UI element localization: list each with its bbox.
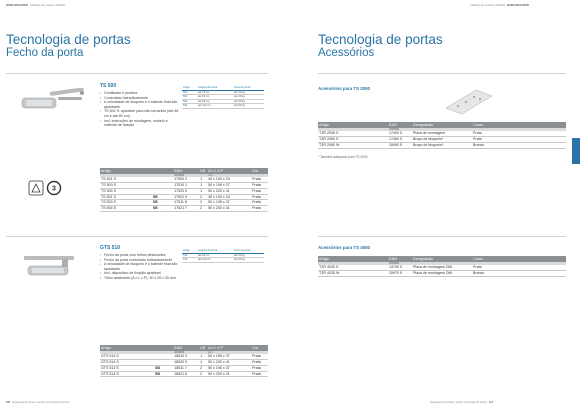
cell: 501 xyxy=(182,90,197,95)
cell: Prata xyxy=(251,194,268,200)
cell: 45 x 190 x 34 xyxy=(207,194,251,200)
col-sub: 4003482 xyxy=(173,351,199,354)
cell: Braço de bloqueio* xyxy=(412,137,472,143)
table-row xyxy=(100,371,268,377)
cell: 2 xyxy=(199,206,207,212)
mounting-plate-image xyxy=(440,86,496,116)
cell: 1 xyxy=(199,188,207,194)
cell: Prata xyxy=(251,188,268,194)
cell: 17510 1 xyxy=(173,183,199,189)
acc2000-table xyxy=(318,122,566,149)
col-header: Artigo xyxy=(318,256,388,262)
ts500-bullet: ▪ Incl. instruções de montagem, modelo e material de fixação xyxy=(100,119,180,128)
cell: até 40 kg xyxy=(233,95,264,100)
gts510-bullet: ▪ A velocidade de bloqueio e o batente final são ajustáveis xyxy=(100,262,180,271)
cell: TS 501 S xyxy=(100,194,152,200)
cell: 50 x 200 x 41 xyxy=(207,206,251,212)
cell: TS 503 S xyxy=(100,200,152,206)
acc4000-section: Acessórios para TS 4000 xyxy=(318,245,370,250)
cell: 513 xyxy=(182,253,197,258)
cell: até 80 kg xyxy=(233,258,264,263)
din-mark-icon xyxy=(29,181,43,195)
mini-header: Peso da porta xyxy=(233,249,264,253)
cell: até 95 cm xyxy=(197,253,233,258)
cell: TS 503 S xyxy=(100,183,152,189)
col-header: Cores xyxy=(472,122,566,128)
catalog-left: Catálogo de produtos 2024/25 xyxy=(29,4,65,7)
cell: Prata xyxy=(251,177,268,182)
right-subtitle: Acessórios xyxy=(318,47,375,59)
ts500-product-table xyxy=(100,168,268,212)
col-header: Designação xyxy=(412,256,472,262)
cell: até 90 cm xyxy=(197,95,233,100)
certification-badges xyxy=(28,180,62,196)
cell: até 110 cm xyxy=(197,258,233,263)
col-header: UE xyxy=(200,345,206,350)
cell: 2 xyxy=(199,194,207,200)
brand-right: BURG-WÄCHTER xyxy=(507,4,529,7)
cell: até 20 kg xyxy=(233,90,264,95)
cell: Placa de montagem DIN xyxy=(412,265,472,270)
cell: 50 x 200 x 41 xyxy=(207,371,251,377)
cell: até 110 cm xyxy=(197,104,233,109)
mini-header: Peso da porta xyxy=(233,86,264,90)
door-closer-gts510-image xyxy=(22,252,80,278)
ts500-bullet: ▪ A velocidade de bloqueio e o batente final são ajustáveis xyxy=(100,100,180,109)
cell: SB xyxy=(152,206,173,212)
gts510-door-table xyxy=(182,249,264,263)
col-header: EAN xyxy=(173,345,199,351)
ts500-bullets xyxy=(100,91,180,128)
left-title: Tecnologia de portas xyxy=(6,32,131,47)
col-sub: mm xyxy=(207,174,251,177)
cell: até 60 kg xyxy=(233,99,264,104)
cell: 50 x 196 x 37 xyxy=(207,354,251,359)
cell: 1 xyxy=(199,360,207,366)
cell: Placa de montagem xyxy=(412,131,472,136)
door-closer-ts500-image xyxy=(20,88,88,114)
acc2000-section: Acessórios para TS 2000 xyxy=(318,86,370,91)
mini-header: Largura da porta xyxy=(197,249,233,253)
col-header: Designação xyxy=(412,122,472,128)
cell: 50 x 200 x 41 xyxy=(207,360,251,366)
cell: GTS 514 S xyxy=(100,360,154,366)
cell: 15970 5 xyxy=(388,271,412,277)
cell: 504 xyxy=(182,104,197,109)
left-subtitle: Fecho da porta xyxy=(6,47,84,59)
cell: 17501 9 xyxy=(173,194,199,200)
table-row xyxy=(182,104,264,109)
cell: Prata xyxy=(251,200,268,206)
cell: 2 xyxy=(199,371,207,377)
cell: SB xyxy=(154,365,173,371)
cell: Prata xyxy=(472,131,566,136)
table-row xyxy=(318,142,566,148)
cell: 17400 5 xyxy=(388,131,412,136)
divider xyxy=(6,73,268,74)
footer-left-text: Segurança de portas e portas, tecnologia de portas xyxy=(12,401,69,404)
cell: até 60 kg xyxy=(233,253,264,258)
cell: 50 x 200 x 41 xyxy=(207,188,251,194)
col-header: UE xyxy=(200,168,206,173)
mini-header: Artigo xyxy=(182,249,197,253)
cell: Prata xyxy=(472,137,566,143)
table-row xyxy=(182,258,264,263)
cell: 18510 0 xyxy=(173,354,199,359)
cell: Branco xyxy=(472,271,566,277)
cell: até 75 cm xyxy=(197,90,233,95)
cell: 50 x 196 x 37 xyxy=(207,200,251,206)
cell: Prata xyxy=(251,360,268,366)
cell: TZR 4035 W xyxy=(318,271,388,277)
col-header: Cor xyxy=(251,345,268,351)
cell: SB xyxy=(152,200,173,206)
footer-right-text: Segurança de portas e portas, tecnologia de portas xyxy=(430,401,487,404)
cell: TS 501 S xyxy=(100,177,152,182)
header-left xyxy=(6,4,65,7)
col-sub: mm xyxy=(207,351,251,354)
cell: 45 x 190 x 34 xyxy=(207,177,251,182)
cell: 50 x 196 x 37 xyxy=(207,183,251,189)
cell: 14790 0 xyxy=(388,265,412,270)
cell: Braço de bloqueio* xyxy=(412,142,472,148)
cell: 2 xyxy=(199,200,207,206)
cell: 17520 0 xyxy=(173,188,199,194)
cell: Prata xyxy=(251,371,268,377)
ts500-door-table xyxy=(182,86,264,109)
ts500-name: TS 500 xyxy=(100,83,117,89)
col-header: Artigo xyxy=(100,168,173,174)
cell: GTS 513 S xyxy=(100,354,154,359)
gts510-bullets xyxy=(100,253,180,281)
col-header: A x L x P xyxy=(207,345,251,351)
cell: 17521 7 xyxy=(173,206,199,212)
cell: Prata xyxy=(251,206,268,212)
cell: até 95 cm xyxy=(197,99,233,104)
cell: TZR 2060 W xyxy=(318,142,388,148)
col-header: EAN xyxy=(173,168,199,174)
cell: Prata xyxy=(251,354,268,359)
col-sub: 4003482 xyxy=(388,262,412,265)
cell: TS 504 S xyxy=(100,188,152,194)
cell: 18511 7 xyxy=(173,365,199,371)
header-right xyxy=(470,4,529,7)
cell: TZR 2035 S xyxy=(318,131,388,136)
table-row xyxy=(100,206,268,212)
page-number-right: 117 xyxy=(488,401,493,404)
chapter-tab xyxy=(572,138,580,164)
col-header: Artigo xyxy=(100,345,173,351)
cell: Prata xyxy=(251,183,268,189)
cell: Branco xyxy=(472,142,566,148)
cell: TS 504 S xyxy=(100,206,152,212)
cell: 18520 9 xyxy=(173,360,199,366)
acc4000-table xyxy=(318,256,566,277)
ts500-bullet: ▪ Certificado e protetor. xyxy=(100,91,180,96)
cell: 503 xyxy=(182,99,197,104)
cell: 17500 2 xyxy=(173,177,199,182)
gts510-bullet: ▪ Fecho da porta controlado hidraulicamente xyxy=(100,258,180,263)
footer-left xyxy=(6,401,69,404)
cell: 50 x 196 x 37 xyxy=(207,365,251,371)
catalog-right: Catálogo de produtos 2024/25 xyxy=(470,4,505,7)
mini-header: Artigo xyxy=(182,86,197,90)
cell: Prata xyxy=(251,365,268,371)
table-row xyxy=(318,271,566,277)
cell: 17511 8 xyxy=(173,200,199,206)
page-number-left: 116 xyxy=(6,401,11,404)
cell: Prata xyxy=(472,265,566,270)
right-title: Tecnologia de portas xyxy=(318,32,443,47)
cell: 2 xyxy=(199,365,207,371)
col-header: Cor xyxy=(251,168,268,174)
cell: até 80 kg xyxy=(233,104,264,109)
divider xyxy=(318,73,566,74)
gts510-bullet: ▪ Incl. dispositivo de fixação ajustável xyxy=(100,271,180,276)
gts510-name: GTS 510 xyxy=(100,245,121,251)
col-header: EAN xyxy=(388,256,412,262)
footer-right xyxy=(430,401,493,404)
cell: 1 xyxy=(199,354,207,359)
col-header: Artigo xyxy=(318,122,388,128)
col-sub: 4003482 xyxy=(173,174,199,177)
col-header: EAN xyxy=(388,122,412,128)
cell: SB xyxy=(152,194,173,200)
gts510-product-table xyxy=(100,345,268,377)
acc2000-note: * Também adequado para TS 4000 xyxy=(318,155,368,159)
cell: TZR 2060 S xyxy=(318,137,388,143)
cell: 514 xyxy=(182,258,197,263)
gts510-bullet: ▪ Fecho da porta com trilhos deslizantes xyxy=(100,253,180,258)
divider xyxy=(318,236,566,237)
cell: GTS 514 S xyxy=(100,371,154,377)
ts500-bullet: ▪ TS 502 S: ajustável para não tornarllos (até 85 cm e até 80 cm) xyxy=(100,109,180,118)
cell: 1 xyxy=(199,177,207,182)
cell: Placa de montagem DIN xyxy=(412,271,472,277)
brand-left: BURG-WÄCHTER xyxy=(6,4,28,7)
col-header: Cores xyxy=(472,256,566,262)
cell: SB xyxy=(154,371,173,377)
col-sub: 4003482 xyxy=(388,128,412,131)
cell: 17460 9 xyxy=(388,137,412,143)
mini-header: Largura da porta xyxy=(197,86,233,90)
badge-number: 3 xyxy=(52,185,56,193)
divider xyxy=(6,236,268,237)
cell: 18521 6 xyxy=(173,371,199,377)
cell: TZR 4035 S xyxy=(318,265,388,270)
col-header: A x L x P xyxy=(207,168,251,174)
cell: 502 xyxy=(182,95,197,100)
cell: GTS 513 S xyxy=(100,365,154,371)
ts500-bullet: ▪ Controlado hidraulicamente xyxy=(100,96,180,101)
gts510-bullet: ▪ Trilho deslizante (A x L x P): 30 x 20 x 30 mm xyxy=(100,276,180,281)
cell: 18490 5 xyxy=(388,142,412,148)
cell: 1 xyxy=(199,183,207,189)
